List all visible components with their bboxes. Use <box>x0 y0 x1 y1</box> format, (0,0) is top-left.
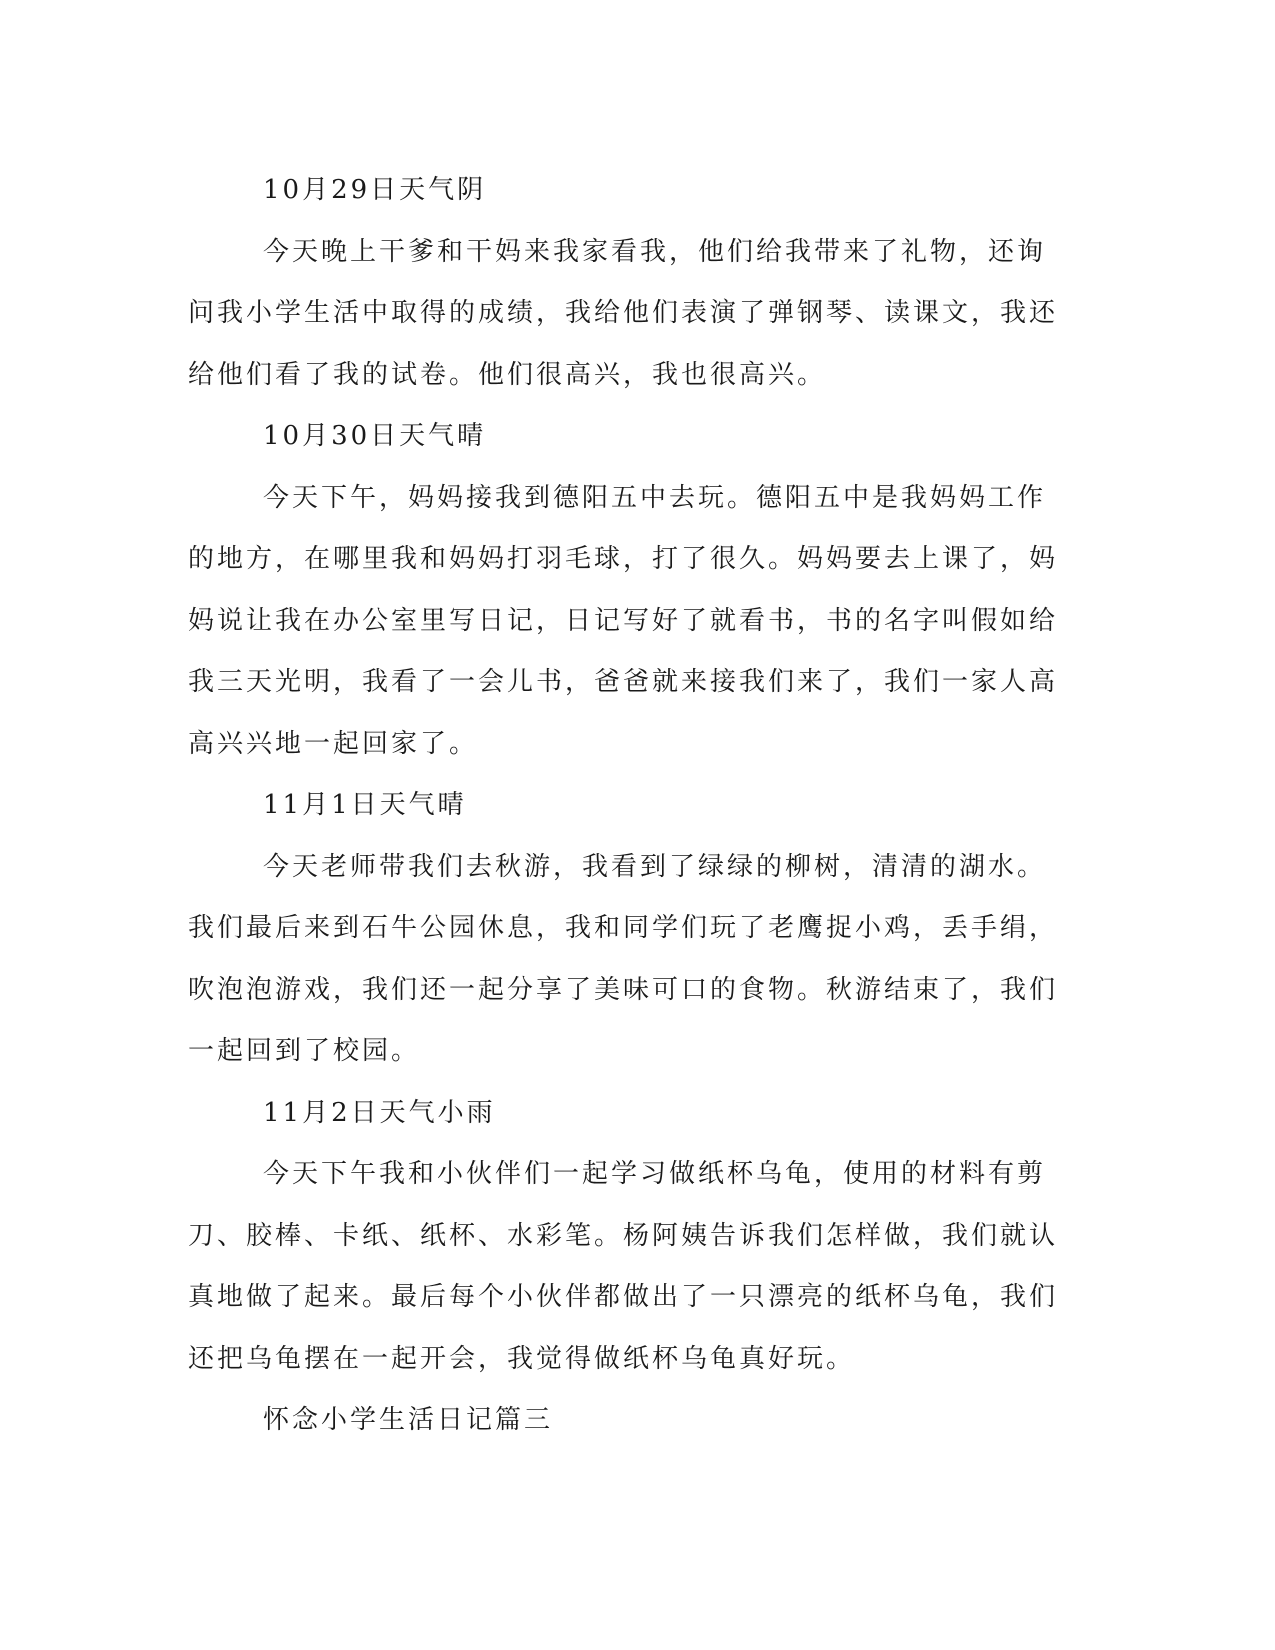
document-body <box>188 160 1068 1452</box>
diary-date-nov-2: 11月2日天气小雨 <box>263 1097 496 1128</box>
diary-date-oct-29: 10月29日天气阴 <box>263 175 487 205</box>
diary-entry-oct-29: 今天晚上干爹和干妈来我家看我，他们给我带来了礼物，还询问我小学生活中取得的成绩，我给他们表演了弹钢琴、读课文，我还给他们看了我的试卷。他们很高兴，我也很高兴。 <box>188 236 1059 390</box>
diary-entry-oct-30: 今天下午，妈妈接我到德阳五中去玩。德阳五中是我妈妈工作的地方，在哪里我和妈妈打羽毛球，打了很久。妈妈要去上课了，妈妈说让我在办公室里写日记，日记写好了就看书，书的名字叫假如给我三天光明，我看了一会儿书，爸爸就来接我们来了，我们一家人高高兴兴地一起回家了。 <box>188 482 1059 759</box>
diary-date-nov-1: 11月1日天气晴 <box>263 790 467 820</box>
section-heading: 怀念小学生活日记篇三 <box>263 1405 554 1435</box>
diary-date-oct-30: 10月30日天气晴 <box>263 421 487 451</box>
diary-entry-nov-1: 今天老师带我们去秋游，我看到了绿绿的柳树，清清的湖水。我们最后来到石牛公园休息，我和同学们玩了老鹰捉小鸡，丢手绢，吹泡泡游戏，我们还一起分享了美味可口的食物。秋游结束了，我们一起回到了校园。 <box>188 851 1059 1066</box>
diary-entry-nov-2: 今天下午我和小伙伴们一起学习做纸杯乌龟，使用的材料有剪刀、胶棒、卡纸、纸杯、水彩笔。杨阿姨告诉我们怎样做，我们就认真地做了起来。最后每个小伙伴都做出了一只漂亮的纸杯乌龟，我们还把乌龟摆在一起开会，我觉得做纸杯乌龟真好玩。 <box>188 1159 1059 1374</box>
